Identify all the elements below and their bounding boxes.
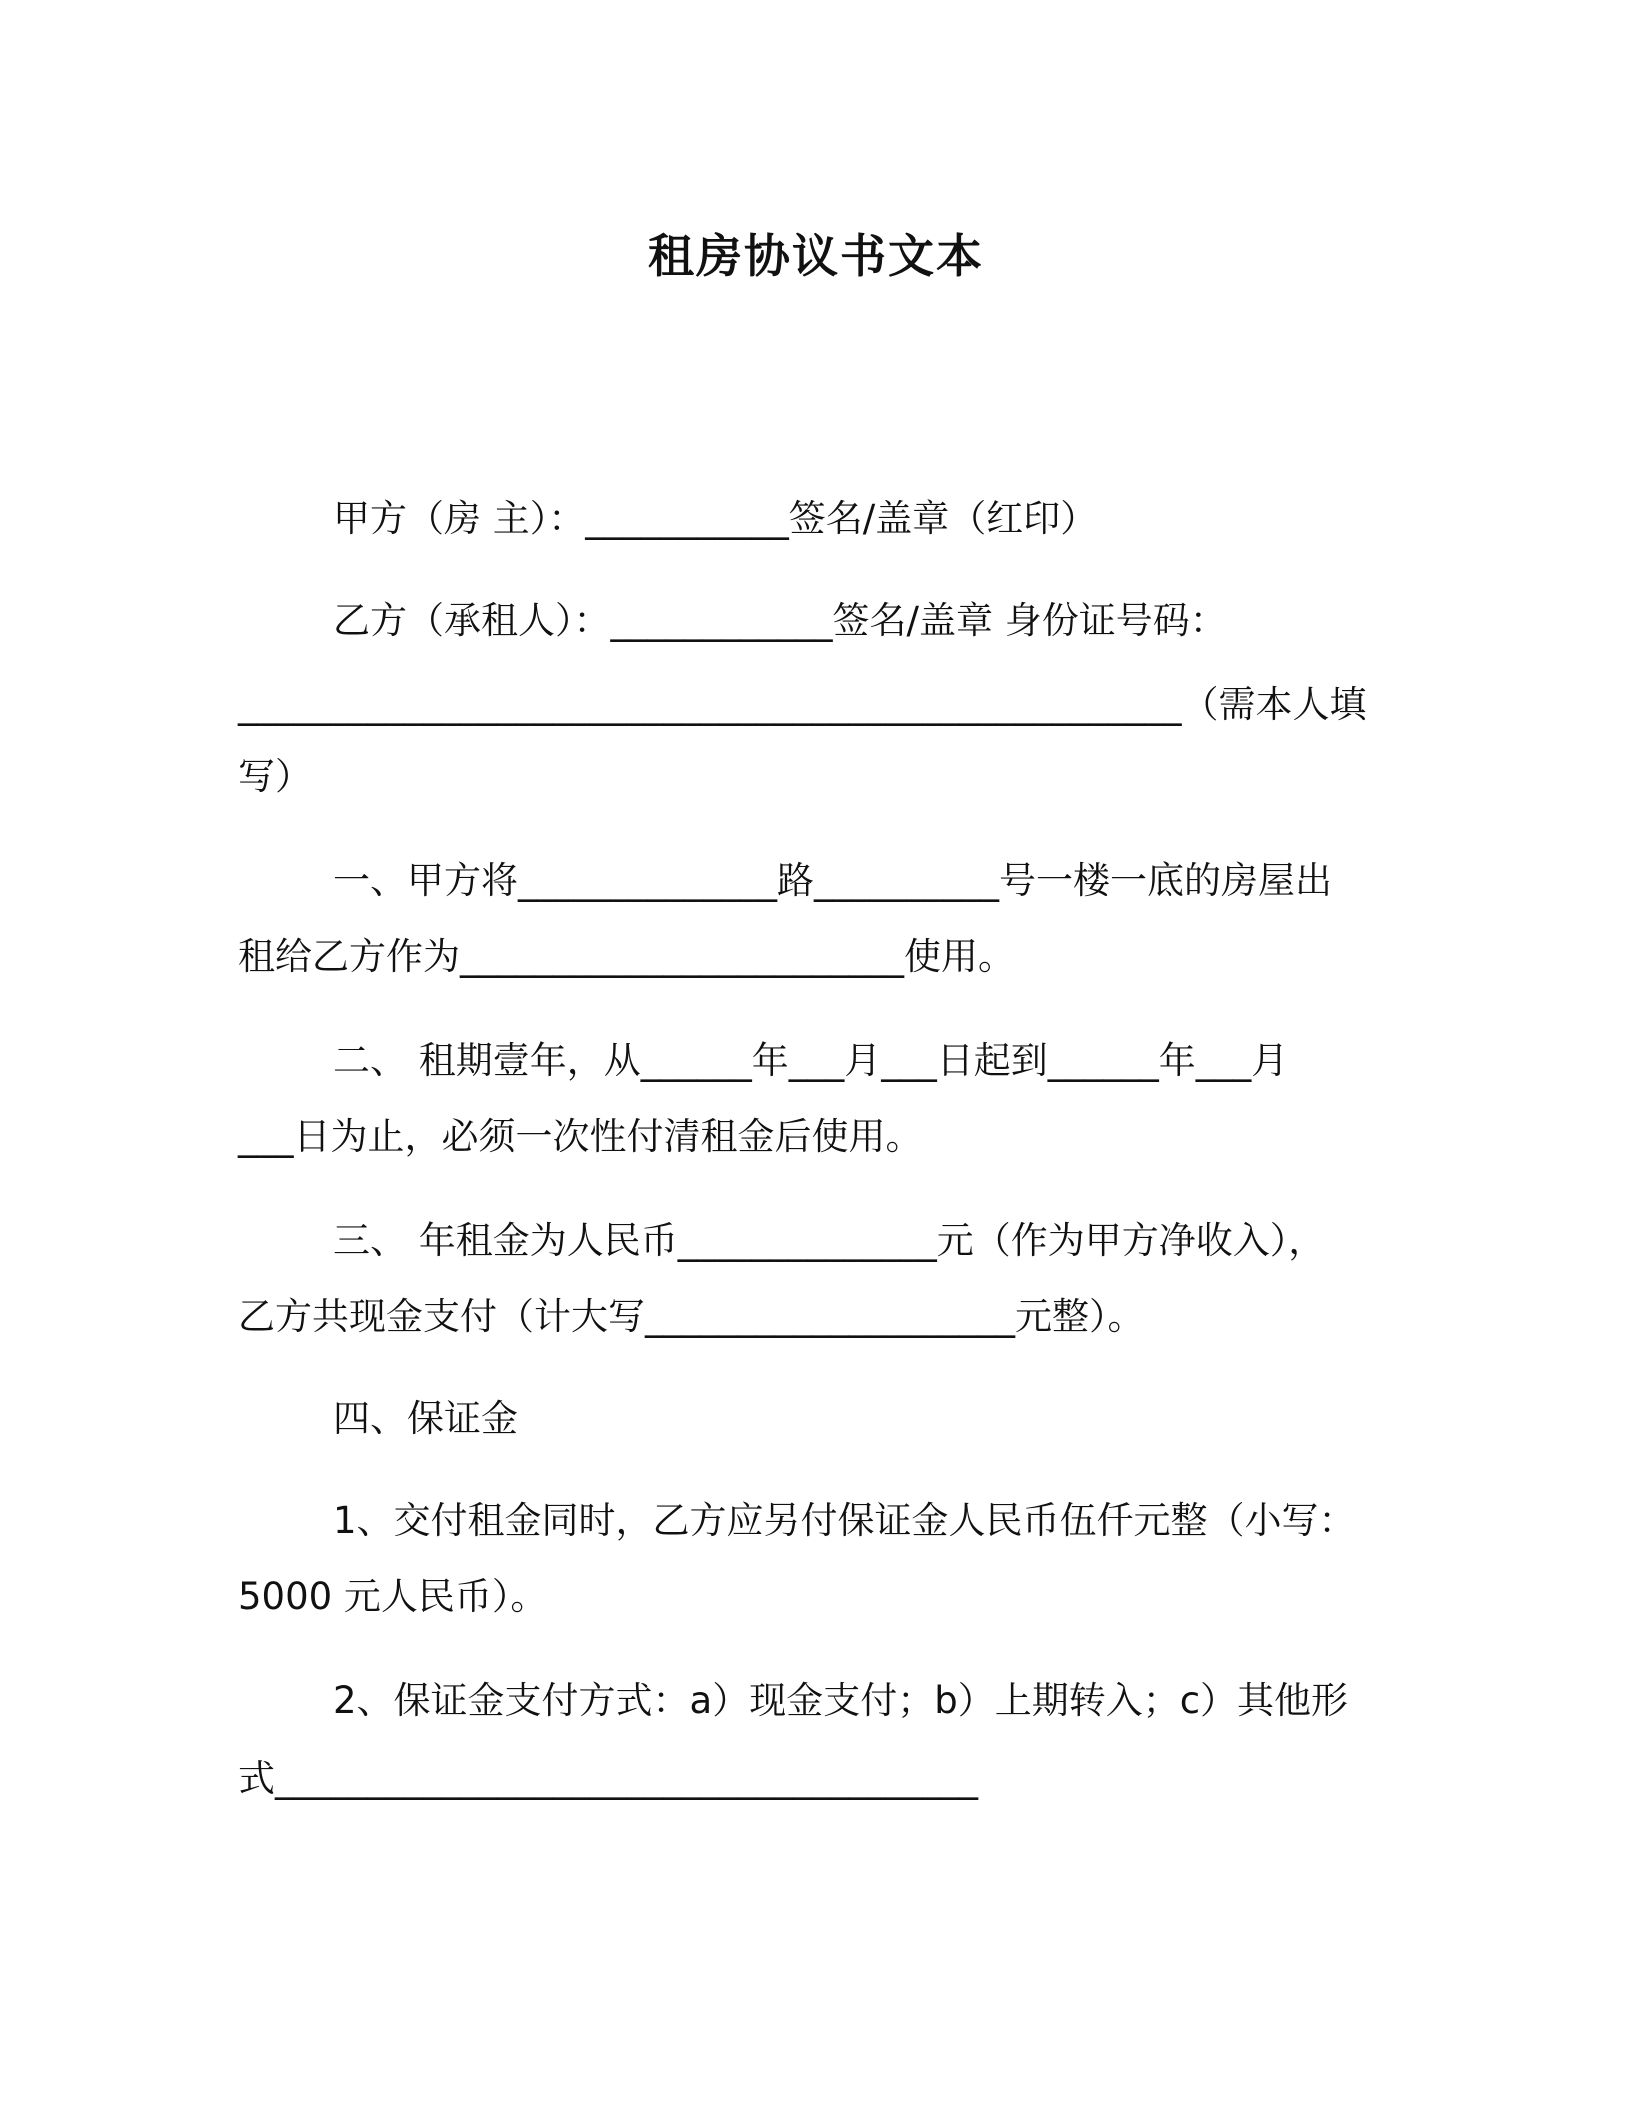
party-a-line: 甲方（房 主）：___________签名/盖章（红印） xyxy=(333,497,1098,540)
id-number-line: ___________________________________________________（需本人填 xyxy=(238,683,1367,726)
deposit-item-2-line-2: 式______________________________________ xyxy=(238,1757,978,1800)
document-title: 租房协议书文本 xyxy=(648,229,984,283)
party-b-line: 乙方（承租人）：____________签名/盖章 身份证号码： xyxy=(333,599,1227,642)
clause-3-line-2: 乙方共现金支付（计大写____________________元整）。 xyxy=(238,1295,1145,1338)
id-number-line-cont: 写） xyxy=(238,755,312,798)
clause-3-line-1: 三、 年租金为人民币______________元（作为甲方净收入）， xyxy=(333,1219,1326,1262)
deposit-item-1-line-1: 1、交付租金同时，乙方应另付保证金人民币伍仟元整（小写： xyxy=(333,1499,1356,1542)
deposit-item-2-line-1: 2、保证金支付方式：a）现金支付；b）上期转入；c）其他形 xyxy=(333,1679,1349,1722)
clause-2-line-1: 二、 租期壹年，从______年___月___日起到______年___月 xyxy=(333,1039,1289,1082)
deposit-item-1-line-2: 5000 元人民币）。 xyxy=(238,1575,548,1618)
clause-2-line-2: ___日为止，必须一次性付清租金后使用。 xyxy=(238,1115,923,1158)
clause-4-heading: 四、保证金 xyxy=(333,1397,518,1440)
clause-1-line-1: 一、甲方将______________路__________号一楼一底的房屋出 xyxy=(333,859,1332,902)
clause-1-line-2: 租给乙方作为________________________使用。 xyxy=(238,935,1015,978)
